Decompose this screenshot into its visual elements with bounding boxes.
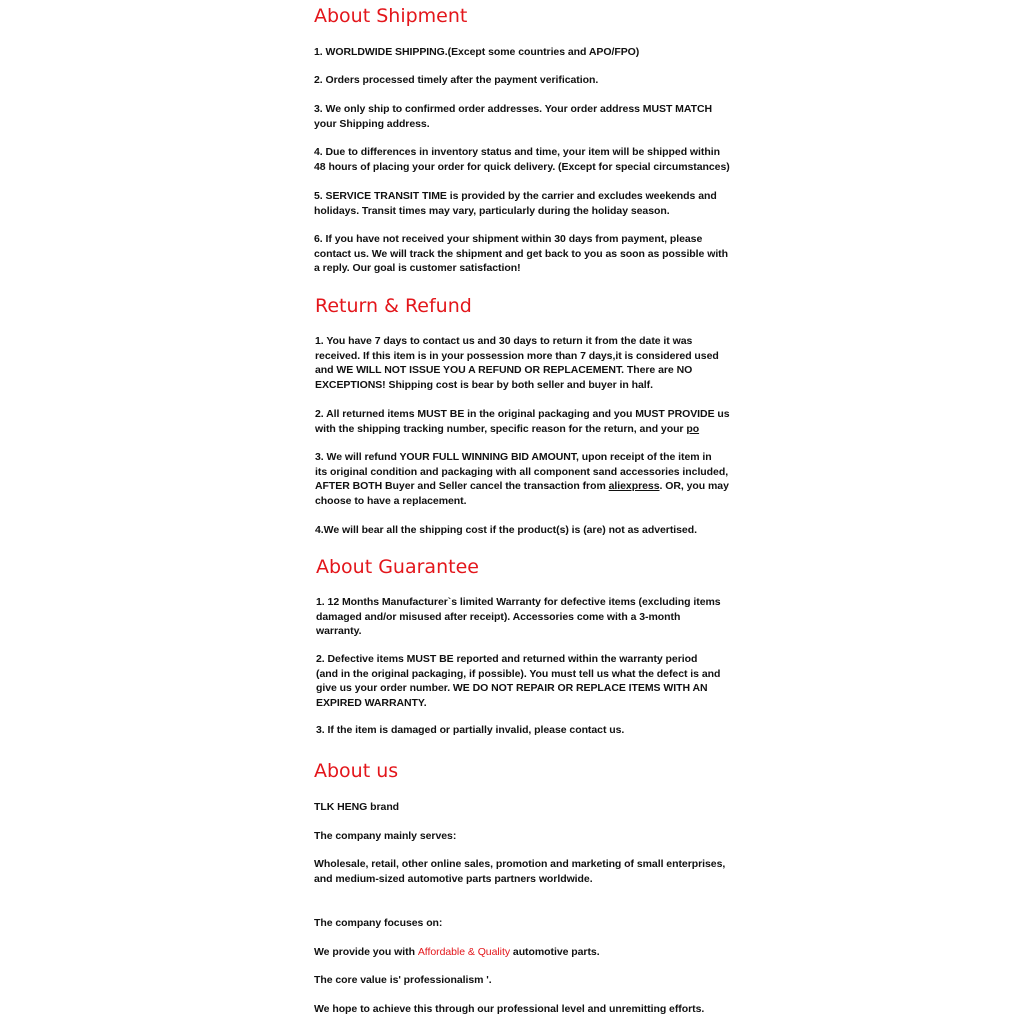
about-serves-text: Wholesale, retail, other online sales, promotion and marketing of small enterprises, and medium-sized automotive parts partners worldwide. [314,858,726,885]
refund-item-1: 1. You have 7 days to contact us and 30 days to return it from the date it was received. If this item is in your possession more than 7 days,it is considered used and WE WILL NOT ISSUE YOU A REFUND OR REPLACEMENT. There are NO EXCEPTIONS! Shipping cost is bear by both seller and buyer in half. [315,335,719,391]
shipment-item-3: 3. We only ship to confirmed order addresses. Your order address MUST MATCH your Shipping address. [314,103,713,130]
about-brand: TLK HENG brand [314,801,400,813]
shipment-item-5: 5. SERVICE TRANSIT TIME is provided by the carrier and excludes weekends and holidays. Transit times may vary, particularly during the holiday season. [314,190,717,217]
refund-item-2-link: po [686,422,700,435]
guarantee-item-2: 2. Defective items MUST BE reported and returned within the warranty period (and in the original packaging, if possible). You must tell us what the defect is and give us your order number. WE DO NOT REPAIR OR REPLACE ITEMS WITH AN EXPIRED WARRANTY. [316,653,721,709]
refund-item-4: 4.We will bear all the shipping cost if the product(s) is (are) not as advertised. [315,524,697,536]
refund-item-2 [315,407,730,436]
shipment-item-2: 2. Orders processed timely after the payment verification. [314,74,599,86]
about-core-value: The core value is' professionalism '. [314,974,492,986]
refund-heading: Return & Refund [315,295,472,317]
refund-item-2-text: 2. All returned items MUST BE in the original packaging and you MUST PROVIDE us with the shipping tracking number, specific reason for the return, and your [315,408,730,435]
affordable-quality-highlight: Affordable & Quality [417,946,511,958]
refund-item-3-text: 3. We will refund YOUR FULL WINNING BID AMOUNT, upon receipt of the item in its original condition and packaging with all component sand accessories included, AFTER BOTH Buyer and Seller cancel the transaction from [315,451,729,493]
about-focus-label: The company focuses on: [314,917,443,929]
shipment-item-4: 4. Due to differences in inventory status and time, your item will be shipped within 48 hours of placing your order for quick delivery. (Except for special circumstances) [314,146,730,173]
about-provide [314,945,600,960]
guarantee-heading: About Guarantee [316,556,479,578]
shipment-heading: About Shipment [314,5,468,27]
guarantee-item-3: 3. If the item is damaged or partially invalid, please contact us. [316,724,625,736]
about-heading: About us [314,760,399,782]
about-provide-text-end: automotive parts. [510,946,600,958]
shipment-item-1: 1. WORLDWIDE SHIPPING.(Except some countries and APO/FPO) [314,46,640,58]
refund-item-3-text-end: . OR, you may choose to have a replacement. [315,480,729,507]
guarantee-item-1: 1. 12 Months Manufacturer`s limited Warranty for defective items (excluding items damaged and/or misused after receipt). Accessories come with a 3-month warranty. [316,596,721,638]
refund-item-3 [315,450,729,508]
about-provide-text: We provide you with [314,946,418,958]
aliexpress-link[interactable]: aliexpress [608,480,660,493]
shipment-item-6: 6. If you have not received your shipment within 30 days from payment, please contact us. We will track the shipment and get back to you as soon as possible with a reply. Our goal is customer satisfaction! [314,233,728,275]
about-serves-label: The company mainly serves: [314,830,457,842]
about-hope: We hope to achieve this through our professional level and unremitting efforts. [314,1003,705,1015]
